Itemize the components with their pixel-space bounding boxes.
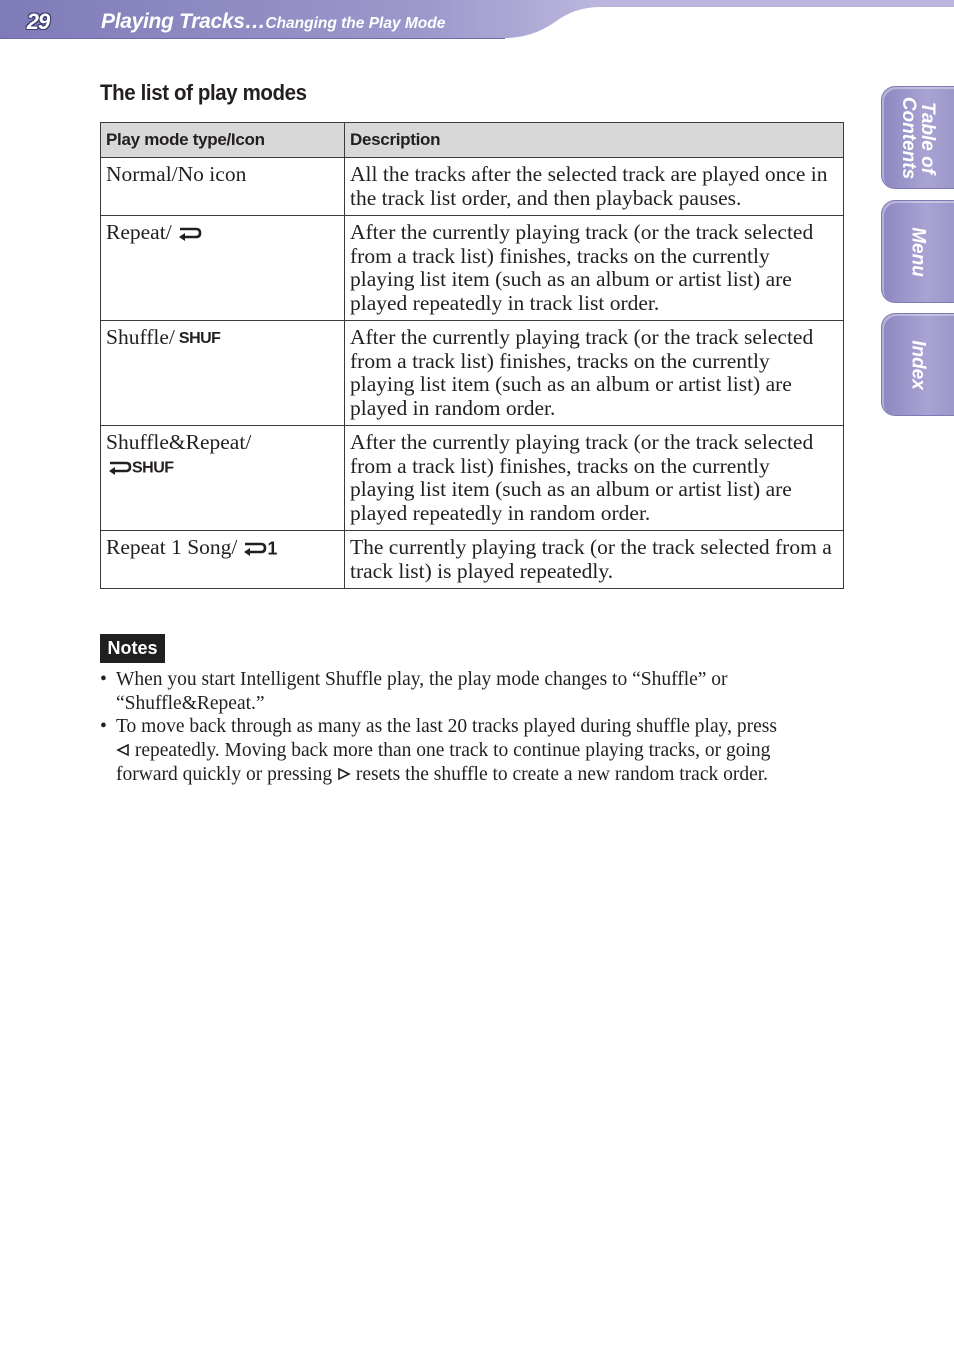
header-title-main: Playing Tracks… bbox=[101, 10, 266, 33]
table-row bbox=[101, 216, 844, 321]
repeat-icon bbox=[176, 225, 202, 243]
page-header-title bbox=[101, 10, 445, 34]
table-row bbox=[101, 426, 844, 531]
description-cell: The currently playing track (or the track selected from a track list) is played repeatedly. bbox=[345, 531, 844, 589]
shuffle-repeat-icon bbox=[106, 459, 132, 477]
column-header-mode: Play mode type/Icon bbox=[101, 123, 345, 158]
column-header-description: Description bbox=[345, 123, 844, 158]
repeat-one-icon bbox=[241, 540, 267, 558]
note-text: When you start Intelligent Shuffle play, the play mode changes to “Shuffle” or “Shuffle&Repeat.” bbox=[116, 669, 728, 714]
section-heading: The list of play modes bbox=[100, 80, 307, 105]
mode-cell bbox=[101, 531, 345, 589]
tab-menu[interactable] bbox=[881, 200, 954, 303]
shuffle-repeat-icon-text: SHUF bbox=[132, 458, 174, 476]
description-cell: All the tracks after the selected track are played once in the track list order, and then playback pauses. bbox=[345, 158, 844, 216]
mode-label: Shuffle/ bbox=[106, 325, 175, 349]
note-text: repeatedly. Moving back more than one track to continue playing tracks, or going forward quickly or pressing bbox=[116, 739, 771, 785]
repeat-one-icon-text: 1 bbox=[267, 538, 277, 559]
notes-list bbox=[100, 668, 830, 788]
description-cell: After the currently playing track (or the track selected from a track list) finishes, tracks on the currently playing list item (such as an album or artist list) are played in random order. bbox=[345, 321, 844, 426]
forward-triangle-icon bbox=[337, 764, 351, 788]
table-row bbox=[101, 321, 844, 426]
page-number: 29 bbox=[26, 9, 50, 34]
mode-label: Repeat/ bbox=[106, 220, 172, 244]
description-cell: After the currently playing track (or the track selected from a track list) finishes, tracks on the currently playing list item (such as an album or artist list) are played repeatedly in track list order. bbox=[345, 216, 844, 321]
table-row bbox=[101, 531, 844, 589]
table-header-row bbox=[101, 123, 844, 158]
tab-table-of-contents-label: Table of Contents bbox=[898, 96, 938, 179]
tab-menu-label: Menu bbox=[907, 226, 929, 277]
play-modes-table bbox=[100, 122, 844, 589]
tab-index-label: Index bbox=[907, 339, 929, 390]
note-text: resets the shuffle to create a new random track order. bbox=[355, 764, 769, 785]
mode-cell bbox=[101, 216, 345, 321]
tab-table-of-contents[interactable] bbox=[881, 86, 954, 189]
shuffle-icon: SHUF bbox=[178, 330, 221, 348]
list-item bbox=[100, 715, 830, 788]
note-text: To move back through as many as the last 20 tracks played during shuffle play, press bbox=[116, 716, 777, 737]
back-triangle-icon bbox=[116, 740, 130, 764]
list-item bbox=[100, 668, 830, 715]
notes-badge: Notes bbox=[100, 634, 165, 663]
mode-cell bbox=[101, 426, 345, 531]
mode-label: Shuffle&Repeat/ bbox=[106, 430, 252, 454]
description-cell: After the currently playing track (or the track selected from a track list) finishes, tracks on the currently playing list item (such as an album or artist list) are played repeatedly in random order. bbox=[345, 426, 844, 531]
header-title-sub: Changing the Play Mode bbox=[265, 15, 446, 32]
table-row bbox=[101, 158, 844, 216]
tab-index[interactable] bbox=[881, 313, 954, 416]
mode-label: Normal/No icon bbox=[106, 162, 247, 186]
mode-cell bbox=[101, 321, 345, 426]
mode-label: Repeat 1 Song/ bbox=[106, 535, 238, 559]
mode-cell bbox=[101, 158, 345, 216]
